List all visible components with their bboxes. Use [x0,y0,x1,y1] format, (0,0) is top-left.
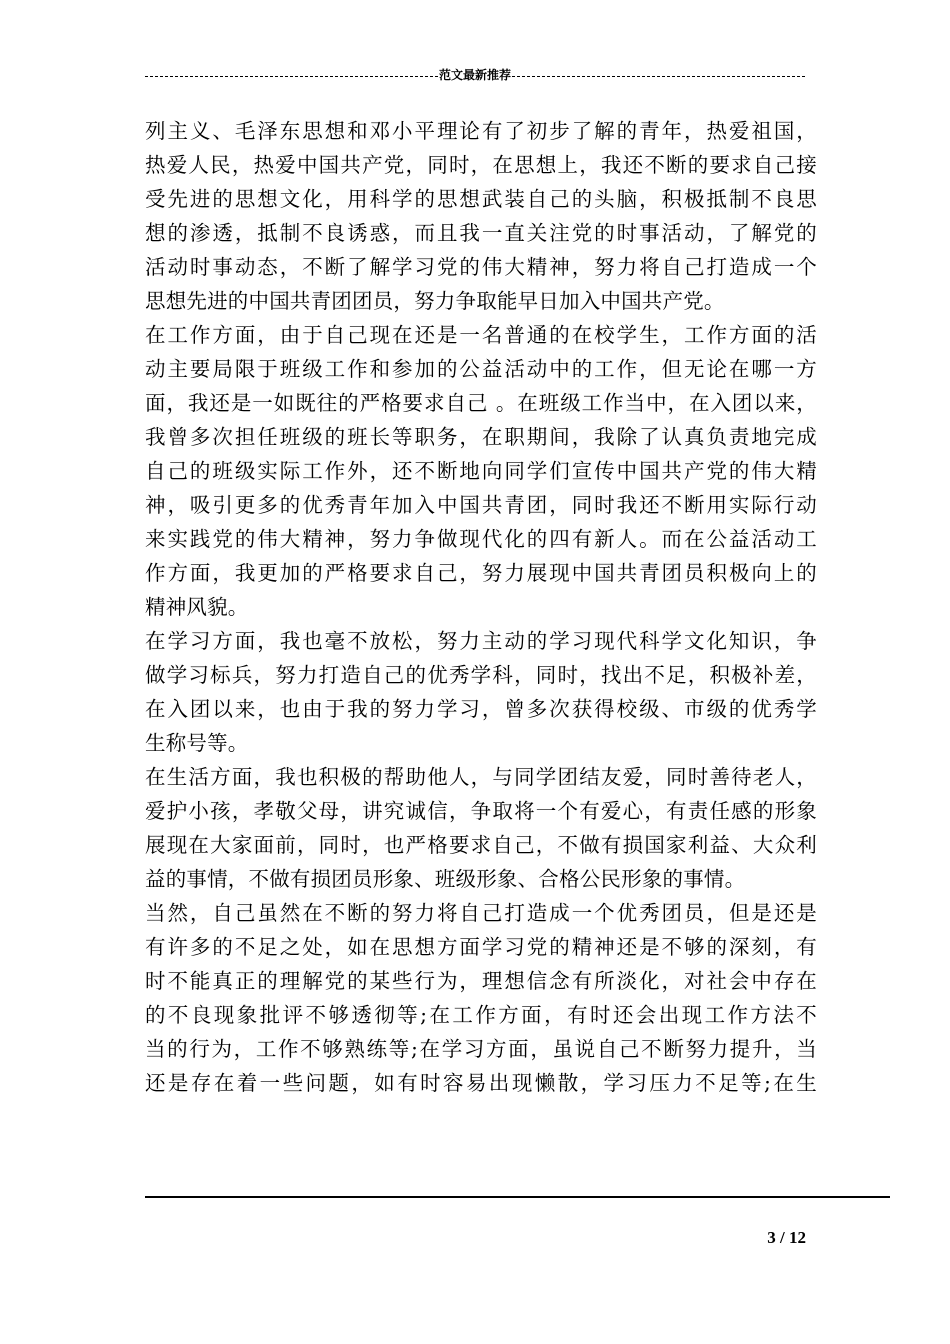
text-line: 受先进的思想文化，用科学的思想武装自己的头脑，积极抵制不良思 [145,187,817,211]
text-line: 热爱人民，热爱中国共产党，同时，在思想上，我还不断的要求自己接 [145,153,817,177]
text-line: 展现在大家面前，同时，也严格要求自己，不做有损国家利益、大众利 [145,833,817,857]
text-line: 想的渗透，抵制不良诱惑，而且我一直关注党的时事活动，了解党的 [145,221,817,245]
text-line: 有许多的不足之处，如在思想方面学习党的精神还是不够的深刻，有 [145,935,817,959]
text-line: 在入团以来，也由于我的努力学习，曾多次获得校级、市级的优秀学 [145,697,817,721]
text-line: 做学习标兵，努力打造自己的优秀学科，同时，找出不足，积极补差， [145,663,817,687]
header-title: 范文最新推荐 [439,68,512,82]
text-line: 活动时事动态，不断了解学习党的伟大精神，努力将自己打造成一个 [145,255,817,279]
text-line: 生称号等。 [145,731,249,755]
page-header [145,66,805,84]
text-line: 时不能真正的理解党的某些行为，理想信念有所淡化，对社会中存在 [145,969,817,993]
text-line: 在生活方面，我也积极的帮助他人，与同学团结友爱，同时善待老人， [145,765,817,789]
text-line: 当然，自己虽然在不断的努力将自己打造成一个优秀团员，但是还是 [145,901,817,925]
text-line: 动主要局限于班级工作和参加的公益活动中的工作，但无论在哪一方 [145,357,817,381]
text-line: 列主义、毛泽东思想和邓小平理论有了初步了解的青年，热爱祖国， [145,119,817,143]
header-dash-left [145,76,438,79]
header-dash-right [512,76,805,79]
text-line: 神，吸引更多的优秀青年加入中国共青团，同时我还不断用实际行动 [145,493,817,517]
text-line: 益的事情，不做有损团员形象、班级形象、合格公民形象的事情。 [145,867,746,891]
text-line: 自己的班级实际工作外，还不断地向同学们宣传中国共产党的伟大精 [145,459,817,483]
text-line: 我曾多次担任班级的班长等职务，在职期间，我除了认真负责地完成 [145,425,817,449]
text-line: 当的行为，工作不够熟练等;在学习方面，虽说自己不断努力提升，当 [145,1037,817,1061]
page-number: 3 / 12 [767,1228,806,1247]
text-line: 面，我还是一如既往的严格要求自己 。在班级工作当中，在入团以来， [145,391,817,415]
text-line: 在学习方面，我也毫不放松，努力主动的学习现代科学文化知识，争 [145,629,817,653]
document-body [145,114,817,1100]
text-line: 爱护小孩，孝敬父母，讲究诚信，争取将一个有爱心，有责任感的形象 [145,799,817,823]
text-line: 还是存在着一些问题，如有时容易出现懒散，学习压力不足等;在生 [145,1071,817,1095]
text-line: 精神风貌。 [145,595,249,619]
text-line: 作方面，我更加的严格要求自己，努力展现中国共青团员积极向上的 [145,561,817,585]
text-line: 思想先进的中国共青团团员，努力争取能早日加入中国共产党。 [145,289,725,313]
text-line: 来实践党的伟大精神，努力争做现代化的四有新人。而在公益活动工 [145,527,817,551]
text-line: 在工作方面，由于自己现在还是一名普通的在校学生，工作方面的活 [145,323,817,347]
footer-rule [145,1196,890,1198]
text-line: 的不良现象批评不够透彻等;在工作方面，有时还会出现工作方法不 [145,1003,817,1027]
